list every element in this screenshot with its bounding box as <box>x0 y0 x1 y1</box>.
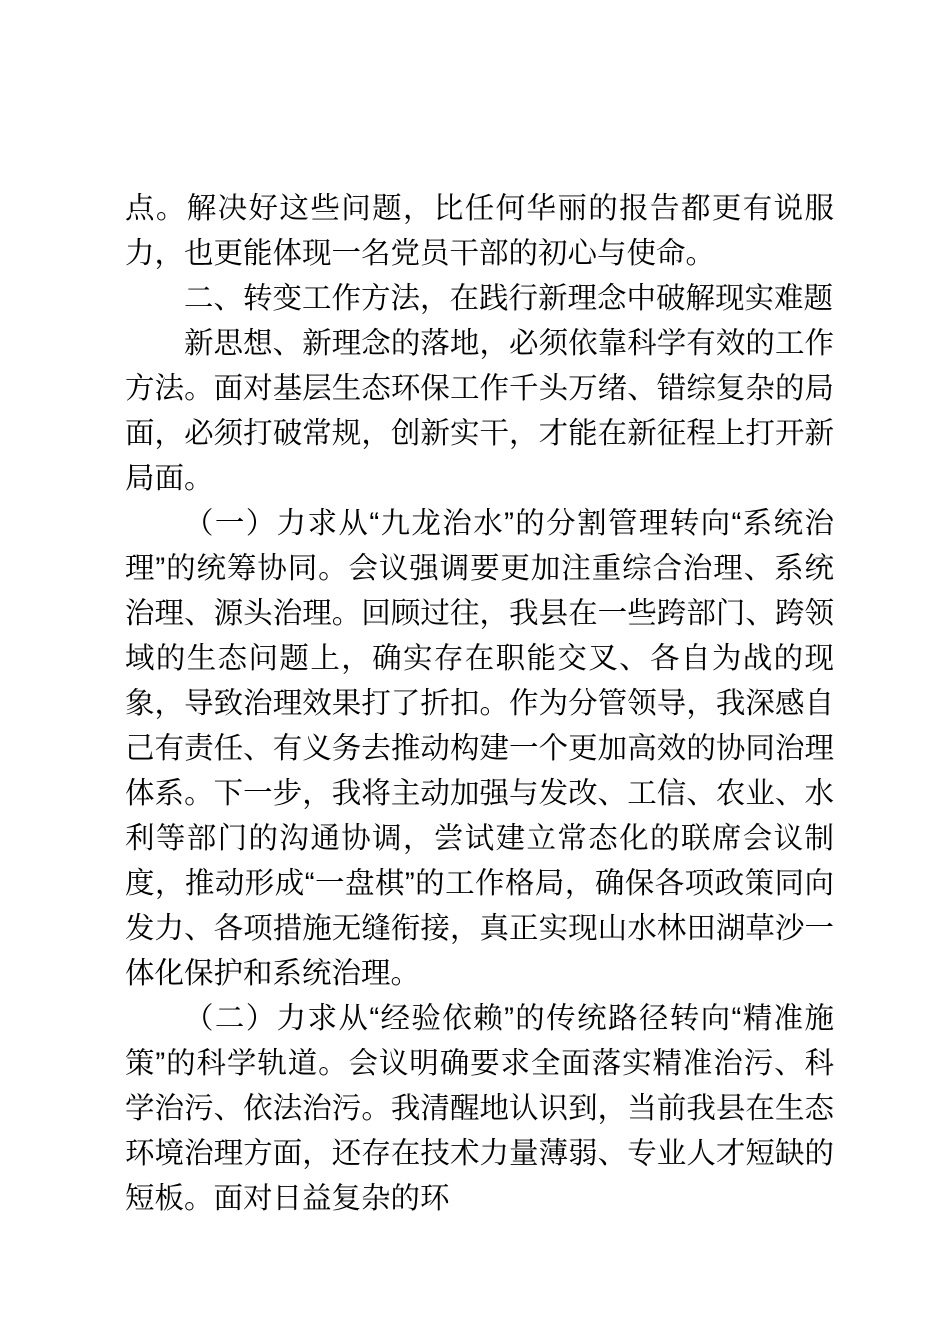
section-heading-two: 二、转变工作方法，在践行新理念中破解现实难题 <box>184 282 834 315</box>
paragraph-item-two: （二）力求从“经验依赖”的传统路径转向“精准施策”的科学轨道。会议明确要求全面落实精准治污、科学治污、依法治污。我清醒地认识到，当前我县在生态环境治理方面，还存在技术力量薄弱、专业人才短缺的短板。面对日益复杂的环 <box>125 1002 834 1215</box>
document-body <box>125 186 834 1221</box>
paragraph-continuation: 点。解决好这些问题，比任何华丽的报告都更有说服力，也更能体现一名党员干部的初心与使命。 <box>125 192 834 270</box>
paragraph-item-one: （一）力求从“九龙治水”的分割管理转向“系统治理”的统筹协同。会议强调要更加注重综合治理、系统治理、源头治理。回顾过往，我县在一些跨部门、跨领域的生态问题上，确实存在职能交叉、各自为战的现象，导致治理效果打了折扣。作为分管领导，我深感自己有责任、有义务去推动构建一个更加高效的协同治理体系。下一步，我将主动加强与发改、工信、农业、水利等部门的沟通协调，尝试建立常态化的联席会议制度，推动形成“一盘棋”的工作格局，确保各项政策同向发力、各项措施无缝衔接，真正实现山水林田湖草沙一体化保护和系统治理。 <box>125 507 834 990</box>
paragraph-intro: 新思想、新理念的落地，必须依靠科学有效的工作方法。面对基层生态环保工作千头万绪、错综复杂的局面，必须打破常规，创新实干，才能在新征程上打开新局面。 <box>125 327 834 495</box>
